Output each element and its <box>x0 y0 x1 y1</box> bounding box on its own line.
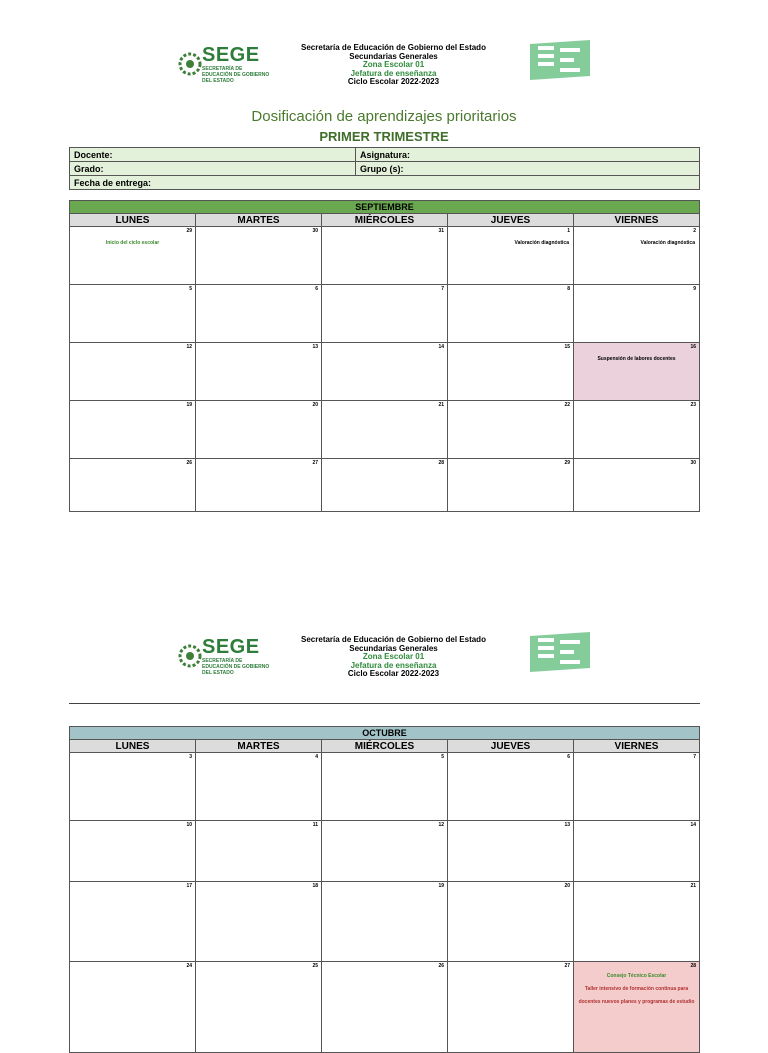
calendar-day-cell[interactable] <box>448 285 574 343</box>
page-header <box>176 42 596 96</box>
calendar-day-cell[interactable] <box>574 459 700 512</box>
weekday-header: LUNES <box>70 740 196 753</box>
calendar-week-row <box>70 821 700 882</box>
calendar-day-cell[interactable] <box>574 962 700 1053</box>
day-number: 7 <box>441 286 444 292</box>
calendar-week-row <box>70 343 700 401</box>
day-number: 20 <box>564 883 570 889</box>
sege-emblem-icon <box>178 640 202 674</box>
header-line-1: Secretaría de Educación de Gobierno del Estado <box>301 635 486 644</box>
day-number: 17 <box>186 883 192 889</box>
day-number: 21 <box>690 883 696 889</box>
header-line-2: Secundarias Generales <box>349 51 438 61</box>
header-line-5: Ciclo Escolar 2022-2023 <box>347 77 440 86</box>
calendar-day-cell[interactable] <box>322 285 448 343</box>
sege-logo-text: SEGE <box>202 636 260 658</box>
day-number: 23 <box>690 402 696 408</box>
calendar-day-cell[interactable] <box>448 401 574 459</box>
day-number: 7 <box>693 754 696 760</box>
esg-emblem-icon <box>524 36 596 88</box>
calendar-day-cell[interactable] <box>70 401 196 459</box>
day-note: Valoración diagnóstica <box>514 240 569 246</box>
sege-logo <box>176 634 270 688</box>
calendar-day-cell[interactable] <box>322 459 448 512</box>
calendar-day-cell[interactable] <box>196 753 322 821</box>
calendar-day-cell[interactable] <box>70 753 196 821</box>
calendar-week-row <box>70 882 700 962</box>
weekday-header: JUEVES <box>448 740 574 753</box>
day-number: 29 <box>564 460 570 466</box>
calendar-day-cell[interactable] <box>448 227 574 285</box>
day-number: 27 <box>564 963 570 969</box>
header-text <box>271 44 516 87</box>
day-number: 19 <box>438 883 444 889</box>
calendar-day-cell[interactable] <box>196 401 322 459</box>
day-number: 6 <box>567 754 570 760</box>
day-number: 10 <box>186 822 192 828</box>
day-number: 31 <box>438 228 444 234</box>
sege-logo-subtitle: SECRETARÍA DE EDUCACIÓN DE GOBIERNO DEL ESTADO <box>202 66 270 84</box>
day-number: 30 <box>312 228 318 234</box>
calendar-day-cell[interactable] <box>70 962 196 1053</box>
calendar-day-cell[interactable] <box>448 343 574 401</box>
divider-line <box>69 703 700 704</box>
calendar-day-cell[interactable] <box>448 882 574 962</box>
calendar-week-row <box>70 753 700 821</box>
calendar-week-row <box>70 227 700 285</box>
calendar-day-cell[interactable] <box>322 962 448 1053</box>
calendar-day-cell[interactable] <box>322 343 448 401</box>
calendar-week-row <box>70 401 700 459</box>
calendar-day-cell[interactable] <box>196 343 322 401</box>
calendar-day-cell[interactable] <box>448 962 574 1053</box>
weekday-header: MARTES <box>196 214 322 227</box>
day-number: 19 <box>186 402 192 408</box>
sege-emblem-icon <box>178 48 202 82</box>
weekday-header: VIERNES <box>574 214 700 227</box>
day-number: 26 <box>438 963 444 969</box>
day-number: 18 <box>312 883 318 889</box>
calendar-day-cell[interactable] <box>574 401 700 459</box>
day-number: 5 <box>441 754 444 760</box>
calendar-day-cell[interactable] <box>70 882 196 962</box>
header-line-3: Zona Escolar 01 <box>362 652 425 661</box>
day-number: 5 <box>189 286 192 292</box>
header-line-1: Secretaría de Educación de Gobierno del Estado <box>301 43 486 52</box>
weekday-header: MIÉRCOLES <box>322 214 448 227</box>
document-subtitle: PRIMER TRIMESTRE <box>319 129 449 144</box>
header-text <box>271 636 516 679</box>
calendar-day-cell[interactable] <box>70 459 196 512</box>
sege-logo-text: SEGE <box>202 44 260 66</box>
day-number: 14 <box>690 822 696 828</box>
calendar-day-cell[interactable] <box>322 821 448 882</box>
docente-field[interactable]: Docente: <box>70 148 356 162</box>
calendar-day-cell[interactable] <box>70 343 196 401</box>
calendar-day-cell[interactable] <box>196 285 322 343</box>
calendar-day-cell[interactable] <box>574 343 700 401</box>
day-number: 12 <box>438 822 444 828</box>
day-number: 2 <box>693 228 696 234</box>
day-number: 8 <box>567 286 570 292</box>
calendar-day-cell[interactable] <box>448 459 574 512</box>
calendar-day-cell[interactable] <box>574 227 700 285</box>
header-line-3: Zona Escolar 01 <box>362 60 425 69</box>
calendar-day-cell[interactable] <box>322 882 448 962</box>
day-number: 12 <box>186 344 192 350</box>
day-number: 1 <box>567 228 570 234</box>
header-line-4: Jefatura de enseñanza <box>350 660 437 670</box>
calendar-week-row <box>70 459 700 512</box>
day-number: 25 <box>312 963 318 969</box>
esg-logo <box>524 628 596 680</box>
calendar-day-cell[interactable] <box>322 401 448 459</box>
calendar-day-cell[interactable] <box>70 285 196 343</box>
calendar-day-cell[interactable] <box>448 753 574 821</box>
month-header: OCTUBRE <box>70 727 700 740</box>
header-line-4: Jefatura de enseñanza <box>350 68 437 78</box>
grupo-field[interactable]: Grupo (s): <box>356 162 700 176</box>
day-note-line: Consejo Técnico Escolar <box>606 973 667 979</box>
day-number: 20 <box>312 402 318 408</box>
day-number: 11 <box>312 822 318 828</box>
calendar-week-row <box>70 962 700 1053</box>
weekday-header: LUNES <box>70 214 196 227</box>
calendar-day-cell[interactable] <box>448 821 574 882</box>
day-note <box>574 970 699 1009</box>
day-number: 13 <box>564 822 570 828</box>
day-number: 28 <box>690 963 696 969</box>
month-header: SEPTIEMBRE <box>70 201 700 214</box>
esg-logo <box>524 36 596 88</box>
sege-logo-subtitle: SECRETARÍA DE EDUCACIÓN DE GOBIERNO DEL ESTADO <box>202 658 270 676</box>
day-number: 28 <box>438 460 444 466</box>
calendar-day-cell[interactable] <box>196 227 322 285</box>
calendar-day-cell[interactable] <box>574 882 700 962</box>
calendar-day-cell[interactable] <box>70 227 196 285</box>
page-header-2 <box>176 634 596 688</box>
day-number: 15 <box>564 344 570 350</box>
weekday-header: VIERNES <box>574 740 700 753</box>
day-note: Suspensión de labores docentes <box>597 356 676 362</box>
calendar-october <box>69 726 700 1053</box>
info-table <box>69 147 700 190</box>
day-number: 30 <box>690 460 696 466</box>
calendar-day-cell[interactable] <box>196 821 322 882</box>
day-note-line: docentes nuevos planes y programas de estudio <box>578 999 695 1005</box>
calendar-day-cell[interactable] <box>70 821 196 882</box>
header-line-5: Ciclo Escolar 2022-2023 <box>347 669 440 678</box>
weekday-header: MARTES <box>196 740 322 753</box>
sege-logo <box>176 42 270 96</box>
header-line-2: Secundarias Generales <box>349 643 438 653</box>
day-number: 4 <box>315 754 318 760</box>
weekday-header: JUEVES <box>448 214 574 227</box>
calendar-september <box>69 200 700 512</box>
day-number: 26 <box>186 460 192 466</box>
day-number: 14 <box>438 344 444 350</box>
calendar-day-cell[interactable] <box>322 227 448 285</box>
fecha-entrega-field[interactable]: Fecha de entrega: <box>70 176 700 190</box>
day-number: 13 <box>312 344 318 350</box>
document-title: Dosificación de aprendizajes prioritarios <box>251 108 517 125</box>
day-note-line: Taller intensivo de formación continua para <box>584 986 689 992</box>
day-number: 6 <box>315 286 318 292</box>
day-number: 9 <box>693 286 696 292</box>
asignatura-field[interactable]: Asignatura: <box>356 148 700 162</box>
day-number: 16 <box>690 344 696 350</box>
day-note: Inicio del ciclo escolar <box>105 240 160 246</box>
day-number: 24 <box>186 963 192 969</box>
day-note: Valoración diagnóstica <box>640 240 695 246</box>
grado-field[interactable]: Grado: <box>70 162 356 176</box>
calendar-day-cell[interactable] <box>196 962 322 1053</box>
day-number: 29 <box>186 228 192 234</box>
calendar-day-cell[interactable] <box>574 753 700 821</box>
calendar-day-cell[interactable] <box>322 753 448 821</box>
calendar-week-row <box>70 285 700 343</box>
calendar-day-cell[interactable] <box>574 821 700 882</box>
day-number: 22 <box>564 402 570 408</box>
esg-emblem-icon <box>524 628 596 680</box>
day-number: 21 <box>438 402 444 408</box>
day-number: 27 <box>312 460 318 466</box>
day-number: 3 <box>189 754 192 760</box>
calendar-day-cell[interactable] <box>196 882 322 962</box>
calendar-day-cell[interactable] <box>196 459 322 512</box>
weekday-header: MIÉRCOLES <box>322 740 448 753</box>
calendar-day-cell[interactable] <box>574 285 700 343</box>
